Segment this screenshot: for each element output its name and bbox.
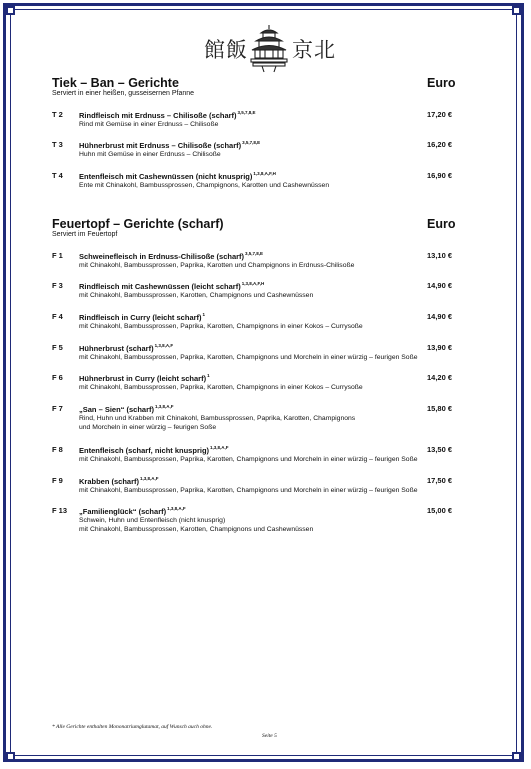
item-code: F 13 bbox=[52, 506, 68, 515]
allergen-codes: 1,3,8,A,F bbox=[167, 506, 186, 511]
section-title: Tiek – Ban – Gerichte bbox=[52, 76, 179, 90]
item-code: F 4 bbox=[52, 312, 63, 321]
footnote: * Alle Gerichte enthalten Mononatriumglutamat, auf Wunsch auch ohne. bbox=[52, 724, 213, 730]
allergen-codes: 3,5,7,8,E bbox=[237, 110, 256, 115]
section-title: Feuertopf – Gerichte (scharf) bbox=[52, 217, 224, 231]
item-name: Entenfleisch (scharf, nicht knusprig)$^{1,3,8,A,F}$ bbox=[79, 445, 229, 455]
item-code: F 7 bbox=[52, 404, 63, 413]
item-price: 14,20 € bbox=[427, 373, 453, 382]
item-description: Ente mit Chinakohl, Bambussprossen, Champignons, Karotten und Cashewnüssen bbox=[79, 182, 330, 189]
item-description: mit Chinakohl, Bambussprossen, Paprika, Karotten, Champignons und Morcheln in einer würzig – feurigen Soße bbox=[79, 354, 418, 361]
item-code: T 3 bbox=[52, 140, 63, 149]
item-code: F 3 bbox=[52, 281, 63, 290]
allergen-codes: 1,3,8,A,F bbox=[155, 404, 174, 409]
corner-ornament bbox=[6, 6, 15, 15]
section-subtitle: Serviert im Feuertopf bbox=[52, 231, 118, 238]
item-code: F 6 bbox=[52, 373, 63, 382]
allergen-codes: 3,5,7,8,E bbox=[242, 140, 261, 145]
allergen-codes: 1,3,8,A,F bbox=[140, 476, 159, 481]
item-description: mit Chinakohl, Bambussprossen, Karotten, Champignons und Cashewnüssen bbox=[79, 292, 314, 299]
item-name: Rindfleisch mit Erdnuss – Chilisoße (scharf)$^{3,5,7,8,E}$ bbox=[79, 110, 256, 120]
item-description: mit Chinakohl, Bambussprossen, Karotten, Champignons und Cashewnüssen bbox=[79, 526, 314, 533]
item-description: Schwein, Huhn und Entenfleisch (nicht knusprig) bbox=[79, 517, 226, 524]
item-name: „San – Sien“ (scharf)$^{1,3,8,A,F}$ bbox=[79, 404, 174, 414]
item-price: 16,90 € bbox=[427, 171, 453, 180]
item-code: F 9 bbox=[52, 476, 63, 485]
allergen-codes: 1 bbox=[202, 312, 206, 317]
item-code: F 1 bbox=[52, 251, 63, 260]
logo-chars-left: 館飯 bbox=[204, 38, 248, 62]
logo-chars-right: 京北 bbox=[292, 38, 336, 62]
item-description: mit Chinakohl, Bambussprossen, Paprika, Karotten, Champignons in einer Kokos – Currysoße bbox=[79, 323, 363, 330]
corner-ornament bbox=[6, 752, 15, 761]
item-name: Rindfleisch in Curry (leicht scharf)$^1$ bbox=[79, 312, 206, 322]
item-description: mit Chinakohl, Bambussprossen, Paprika, Karotten, Champignons und Morcheln in einer würzig – feurigen Soße bbox=[79, 456, 418, 463]
item-description: Huhn mit Gemüse in einer Erdnuss – Chilisoße bbox=[79, 151, 221, 158]
allergen-codes: 1,3,8,A,F bbox=[210, 445, 229, 450]
item-price: 13,90 € bbox=[427, 343, 453, 352]
allergen-codes: 3,5,7,8,E bbox=[245, 251, 264, 256]
item-name: Schweinefleisch in Erdnuss-Chilisoße (scharf)$^{3,5,7,8,E}$ bbox=[79, 251, 264, 261]
currency-header: Euro bbox=[427, 76, 456, 90]
allergen-codes: 1,3,8,A,F,H bbox=[253, 171, 276, 176]
item-name: Entenfleisch mit Cashewnüssen (nicht knusprig)$^{1,3,8,A,F,H}$ bbox=[79, 171, 276, 181]
temple-icon bbox=[250, 24, 288, 74]
item-description: mit Chinakohl, Bambussprossen, Paprika, Karotten und Champignons in Erdnuss-Chilisoße bbox=[79, 262, 355, 269]
allergen-codes: 1 bbox=[207, 373, 210, 378]
item-price: 14,90 € bbox=[427, 281, 453, 290]
item-name: Hühnerbrust (scharf)$^{1,3,8,A,F}$ bbox=[79, 343, 174, 353]
allergen-codes: 1,3,8,A,F bbox=[154, 343, 174, 348]
item-price: 17,20 € bbox=[427, 110, 453, 119]
item-price: 17,50 € bbox=[427, 476, 453, 485]
item-name: Hühnerbrust in Curry (leicht scharf)$^1$ bbox=[79, 373, 210, 383]
section-subtitle: Serviert in einer heißen, gusseisernen Pfanne bbox=[52, 90, 195, 97]
currency-header: Euro bbox=[427, 217, 456, 231]
item-price: 16,20 € bbox=[427, 140, 453, 149]
item-price: 15,80 € bbox=[427, 404, 453, 413]
page-number: Seite 5 bbox=[262, 733, 277, 739]
item-price: 13,50 € bbox=[427, 445, 453, 454]
item-name: „Familienglück“ (scharf)$^{1,3,8,A,F}$ bbox=[79, 506, 186, 516]
item-code: T 2 bbox=[52, 110, 63, 119]
item-code: T 4 bbox=[52, 171, 63, 180]
allergen-codes: 1,3,8,A,F,H bbox=[241, 281, 265, 286]
corner-ornament bbox=[512, 752, 521, 761]
item-name: Hühnerbrust mit Erdnuss – Chilisoße (scharf)$^{3,5,7,8,E}$ bbox=[79, 140, 261, 150]
item-code: F 8 bbox=[52, 445, 63, 454]
item-description: Rind mit Gemüse in einer Erdnuss – Chilisoße bbox=[79, 121, 219, 128]
item-description: mit Chinakohl, Bambussprossen, Paprika, Karotten, Champignons und Morcheln in einer würzig – feurigen Soße bbox=[79, 487, 418, 494]
item-name: Krabben (scharf)$^{1,3,8,A,F}$ bbox=[79, 476, 159, 486]
corner-ornament bbox=[512, 6, 521, 15]
item-code: F 5 bbox=[52, 343, 63, 352]
item-price: 13,10 € bbox=[427, 251, 453, 260]
item-description: und Morcheln in einer würzig – feurigen Soße bbox=[79, 424, 217, 431]
item-price: 15,00 € bbox=[427, 506, 453, 515]
item-price: 14,90 € bbox=[427, 312, 453, 321]
restaurant-logo bbox=[198, 24, 336, 76]
item-description: Rind, Huhn und Krabben mit Chinakohl, Bambussprossen, Paprika, Karotten, Champignons bbox=[79, 415, 356, 422]
item-name: Rindfleisch mit Cashewnüssen (leicht scharf)$^{1,3,8,A,F,H}$ bbox=[79, 281, 265, 291]
item-description: mit Chinakohl, Bambussprossen, Paprika, Karotten, Champignons in einer Kokos – Currysoße bbox=[79, 384, 363, 391]
